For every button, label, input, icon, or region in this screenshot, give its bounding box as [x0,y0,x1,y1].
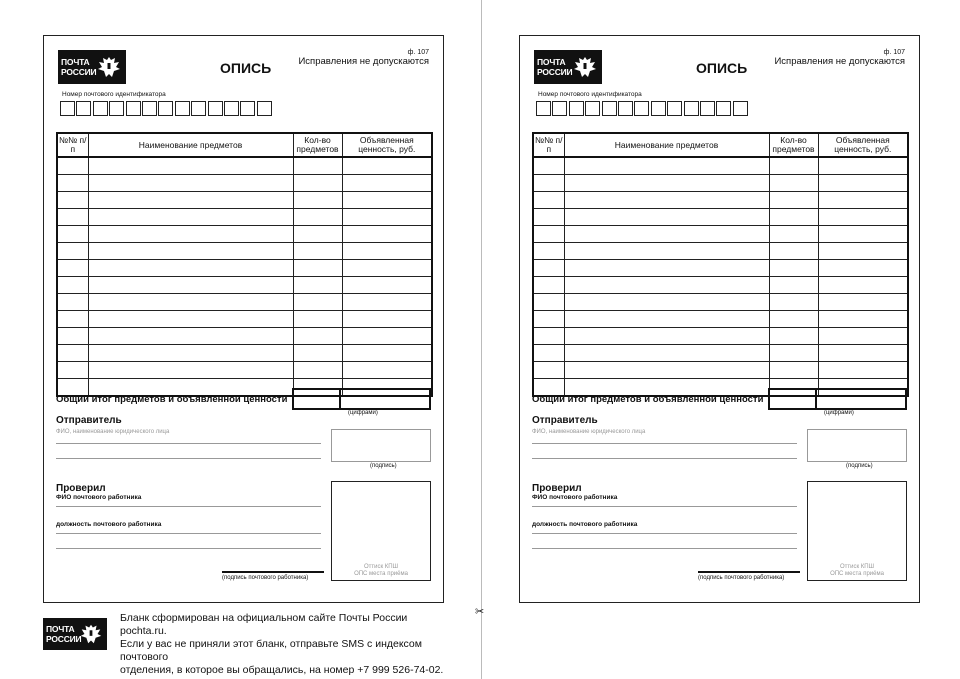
checked-title: Проверил [532,483,582,494]
tracking-cell[interactable] [716,101,731,116]
tracking-cell[interactable] [536,101,551,116]
cell-number[interactable] [533,345,564,362]
tracking-cells[interactable] [536,101,749,116]
cell-qty[interactable] [769,328,818,345]
table-row [57,192,432,209]
cell-value[interactable] [818,157,908,175]
cell-number[interactable] [533,311,564,328]
digits-label: (цифрами) [824,410,854,416]
cell-number[interactable] [57,209,88,226]
cell-value[interactable] [818,192,908,209]
cell-number[interactable] [533,209,564,226]
col-value: Объявленная ценность, руб. [342,133,432,157]
cell-name[interactable] [88,328,293,345]
table-row [533,175,908,192]
col-name: Наименование предметов [88,133,293,157]
scissors-icon: ✂ [475,606,485,618]
worker-position-label: должность почтового работника [532,521,638,528]
cell-number[interactable] [57,260,88,277]
cell-name[interactable] [88,192,293,209]
table-row [57,175,432,192]
cell-value[interactable] [818,294,908,311]
cell-name[interactable] [564,311,769,328]
cell-qty[interactable] [769,192,818,209]
cell-number[interactable] [533,192,564,209]
footer-line-1: Бланк сформирован на официальном сайте Почты России pochta.ru. [120,612,408,637]
opis-form-left [43,35,444,603]
cell-value[interactable] [818,362,908,379]
cell-name[interactable] [88,345,293,362]
cell-value[interactable] [818,175,908,192]
cell-name[interactable] [88,362,293,379]
table-row [57,243,432,260]
worker-signature-line[interactable] [698,571,800,573]
cell-qty[interactable] [293,157,342,175]
col-number: №№ п/п [533,133,564,157]
worker-name-label: ФИО почтового работника [56,494,142,501]
cell-value[interactable] [342,192,432,209]
tracking-cell[interactable] [224,101,239,116]
cell-name[interactable] [564,209,769,226]
sender-hint: ФИО, наименование юридического лица [56,429,170,435]
col-name: Наименование предметов [564,133,769,157]
cell-value[interactable] [818,277,908,294]
cell-number[interactable] [533,226,564,243]
tracking-cell[interactable] [93,101,108,116]
worker-name-line-1[interactable] [532,506,797,507]
items-table [56,132,431,397]
signature-label: (подпись) [370,463,397,469]
cell-name[interactable] [564,362,769,379]
cell-number[interactable] [57,345,88,362]
sender-title: Отправитель [56,415,122,426]
table-row [57,345,432,362]
table-row [533,362,908,379]
sender-line-2[interactable] [56,458,321,459]
cell-number[interactable] [533,157,564,175]
worker-name-label: ФИО почтового работника [532,494,618,501]
table-row [533,157,908,175]
tracking-cell[interactable] [569,101,584,116]
no-corrections-note: Исправления не допускаются [774,56,905,67]
cell-number[interactable] [533,362,564,379]
table-row [533,260,908,277]
cell-qty[interactable] [293,192,342,209]
cell-name[interactable] [88,243,293,260]
eagle-emblem-icon [78,621,104,647]
form-code: ф. 107 [883,49,905,56]
worker-position-line-1[interactable] [532,533,797,534]
cell-qty[interactable] [293,328,342,345]
total-qty-box[interactable] [768,388,817,410]
col-value: Объявленная ценность, руб. [818,133,908,157]
digits-label: (цифрами) [348,410,378,416]
cell-value[interactable] [342,243,432,260]
tracking-cell[interactable] [175,101,190,116]
worker-position-line-2[interactable] [532,548,797,549]
cell-qty[interactable] [769,362,818,379]
cell-number[interactable] [57,226,88,243]
table-row [57,277,432,294]
cell-qty[interactable] [293,362,342,379]
form-title: ОПИСЬ [696,60,748,76]
cell-value[interactable] [342,362,432,379]
cell-name[interactable] [564,260,769,277]
cell-number[interactable] [57,328,88,345]
cell-value[interactable] [818,226,908,243]
cell-qty[interactable] [769,243,818,260]
cell-number[interactable] [57,192,88,209]
tracking-cell[interactable] [667,101,682,116]
tracking-cell[interactable] [634,101,649,116]
cell-number[interactable] [57,294,88,311]
cell-number[interactable] [533,328,564,345]
checked-title: Проверил [56,483,106,494]
sender-signature-box[interactable] [807,429,907,462]
cell-name[interactable] [564,192,769,209]
eagle-emblem-icon [571,53,599,81]
cell-number[interactable] [57,157,88,175]
table-row [533,328,908,345]
sender-hint: ФИО, наименование юридического лица [532,429,646,435]
pochta-logo: ПОЧТА РОССИИ [534,50,602,84]
cell-value[interactable] [342,328,432,345]
cell-number[interactable] [533,243,564,260]
cell-value[interactable] [818,328,908,345]
total-qty-box[interactable] [292,388,341,410]
cell-value[interactable] [818,243,908,260]
col-qty: Кол-во предметов [769,133,818,157]
table-row [57,226,432,243]
opis-form-right [519,35,920,603]
cell-number[interactable] [533,175,564,192]
cell-qty[interactable] [293,345,342,362]
total-value-box[interactable] [341,388,431,410]
eagle-emblem-icon [95,53,123,81]
sender-title: Отправитель [532,415,598,426]
pochta-logo: ПОЧТА РОССИИ [58,50,126,84]
cell-qty[interactable] [769,277,818,294]
cell-name[interactable] [88,175,293,192]
cell-qty[interactable] [769,345,818,362]
items-table [532,132,907,397]
cell-value[interactable] [818,260,908,277]
table-row [57,294,432,311]
cell-value[interactable] [342,209,432,226]
tracking-cell[interactable] [257,101,272,116]
cell-name[interactable] [564,243,769,260]
cell-value[interactable] [342,277,432,294]
cell-number[interactable] [533,294,564,311]
cell-qty[interactable] [769,311,818,328]
cell-qty[interactable] [293,260,342,277]
table-row [57,311,432,328]
cell-number[interactable] [57,277,88,294]
cell-name[interactable] [88,311,293,328]
tracking-cell[interactable] [126,101,141,116]
cell-name[interactable] [88,260,293,277]
tracking-cell[interactable] [684,101,699,116]
cell-value[interactable] [342,311,432,328]
tracking-cell[interactable] [60,101,75,116]
cell-number[interactable] [533,277,564,294]
tracking-cell[interactable] [109,101,124,116]
footer-line-3: отделения, в которое вы обращались, на номер +7 999 526-74-02. [120,664,444,676]
cut-divider [481,0,482,679]
worker-signature-line[interactable] [222,571,324,573]
tracking-cell[interactable] [552,101,567,116]
table-row [533,243,908,260]
col-qty: Кол-во предметов [293,133,342,157]
cell-qty[interactable] [769,294,818,311]
cell-qty[interactable] [293,175,342,192]
tracking-label: Номер почтового идентификатора [538,91,642,98]
table-row [57,260,432,277]
tracking-cell[interactable] [76,101,91,116]
worker-name-line-1[interactable] [56,506,321,507]
no-corrections-note: Исправления не допускаются [298,56,429,67]
cell-value[interactable] [342,226,432,243]
table-row [533,277,908,294]
table-row [57,209,432,226]
worker-signature-label: (подпись почтового работника) [698,575,785,581]
total-row [56,388,431,410]
sender-line-1[interactable] [56,443,321,444]
table-row [533,209,908,226]
form-code: ф. 107 [407,49,429,56]
cell-name[interactable] [564,226,769,243]
tracking-cell[interactable] [651,101,666,116]
cell-qty[interactable] [293,311,342,328]
cell-name[interactable] [88,226,293,243]
cell-number[interactable] [533,260,564,277]
tracking-cells[interactable] [60,101,273,116]
tracking-cell[interactable] [158,101,173,116]
cell-number[interactable] [57,175,88,192]
tracking-cell[interactable] [240,101,255,116]
worker-position-line-2[interactable] [56,548,321,549]
cell-qty[interactable] [769,157,818,175]
cell-value[interactable] [818,311,908,328]
footer-logo [43,618,107,650]
cell-qty[interactable] [293,294,342,311]
cell-value[interactable] [342,157,432,175]
table-row [533,345,908,362]
table-row [533,192,908,209]
cell-number[interactable] [57,362,88,379]
cell-name[interactable] [564,345,769,362]
signature-label: (подпись) [846,463,873,469]
cell-value[interactable] [342,260,432,277]
stamp-label: Оттиск КПШ ОПС места приёма [354,564,408,577]
tracking-label: Номер почтового идентификатора [62,91,166,98]
stamp-label: Оттиск КПШ ОПС места приёма [830,564,884,577]
cell-name[interactable] [564,277,769,294]
cell-name[interactable] [564,157,769,175]
table-row [533,226,908,243]
cell-value[interactable] [818,345,908,362]
total-label: Общий итог предметов и объявленной ценности [532,394,764,405]
sender-line-2[interactable] [532,458,797,459]
table-row [533,294,908,311]
cell-qty[interactable] [293,277,342,294]
cell-name[interactable] [88,209,293,226]
cell-qty[interactable] [769,175,818,192]
sender-signature-box[interactable] [331,429,431,462]
sender-line-1[interactable] [532,443,797,444]
footer-line-2: Если у вас не приняли этот бланк, отправьте SMS с индексом почтового [120,638,422,663]
cell-qty[interactable] [293,209,342,226]
cell-value[interactable] [342,294,432,311]
cell-qty[interactable] [769,209,818,226]
col-number: №№ п/п [57,133,88,157]
cell-qty[interactable] [769,260,818,277]
form-title: ОПИСЬ [220,60,272,76]
cell-qty[interactable] [769,226,818,243]
cell-name[interactable] [564,175,769,192]
cell-name[interactable] [88,277,293,294]
tracking-cell[interactable] [733,101,748,116]
cell-name[interactable] [564,328,769,345]
cell-value[interactable] [342,175,432,192]
worker-position-label: должность почтового работника [56,521,162,528]
total-row [532,388,907,410]
tracking-cell[interactable] [142,101,157,116]
total-label: Общий итог предметов и объявленной ценности [56,394,288,405]
worker-signature-label: (подпись почтового работника) [222,575,309,581]
cell-value[interactable] [342,345,432,362]
cell-number[interactable] [57,243,88,260]
table-row [57,157,432,175]
tracking-cell[interactable] [585,101,600,116]
pochta-logo-footer: ПОЧТА РОССИИ [43,618,107,650]
tracking-cell[interactable] [618,101,633,116]
worker-position-line-1[interactable] [56,533,321,534]
footer-text [120,612,450,677]
table-row [57,328,432,345]
cell-name[interactable] [88,157,293,175]
cell-name[interactable] [88,294,293,311]
tracking-cell[interactable] [208,101,223,116]
cell-value[interactable] [818,209,908,226]
cell-number[interactable] [57,311,88,328]
tracking-cell[interactable] [191,101,206,116]
cell-qty[interactable] [293,243,342,260]
tracking-cell[interactable] [602,101,617,116]
cell-qty[interactable] [293,226,342,243]
total-value-box[interactable] [817,388,907,410]
cell-name[interactable] [564,294,769,311]
table-row [57,362,432,379]
table-row [533,311,908,328]
tracking-cell[interactable] [700,101,715,116]
